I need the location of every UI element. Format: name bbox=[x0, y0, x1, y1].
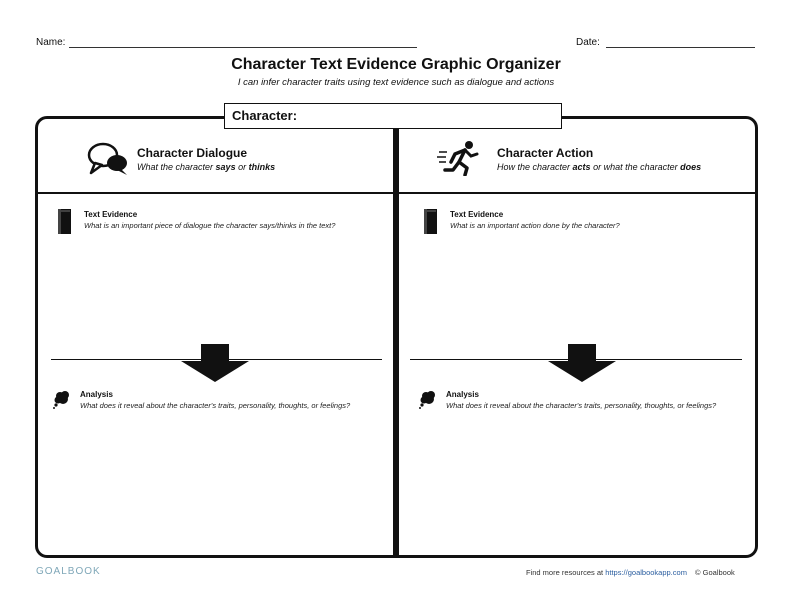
left-analysis-prompt: What does it reveal about the character's traits, personality, thoughts, or feelings? bbox=[80, 401, 351, 410]
right-evidence-answer-area[interactable] bbox=[405, 240, 745, 352]
thought-cloud-icon bbox=[52, 389, 72, 409]
center-divider bbox=[393, 116, 399, 558]
action-title: Character Action bbox=[497, 146, 594, 160]
left-analysis-title: Analysis bbox=[80, 390, 113, 399]
right-evidence-title: Text Evidence bbox=[450, 210, 504, 219]
footer-copyright: © Goalbook bbox=[695, 568, 735, 577]
date-label: Date: bbox=[576, 37, 600, 48]
left-evidence-title: Text Evidence bbox=[84, 210, 138, 219]
left-evidence-prompt: What is an important piece of dialogue the character says/thinks in the text? bbox=[84, 221, 336, 230]
footer-resources: Find more resources at https://goalbookapp.com © Goalbook bbox=[526, 568, 735, 577]
dialogue-subtitle: What the character says or thinks bbox=[137, 162, 276, 172]
dialogue-title: Character Dialogue bbox=[137, 146, 248, 160]
character-field[interactable] bbox=[224, 103, 562, 129]
page-subtitle: I can infer character traits using text evidence such as dialogue and actions bbox=[237, 77, 555, 88]
speech-bubbles-icon bbox=[87, 141, 129, 177]
character-label: Character: bbox=[232, 108, 298, 123]
running-person-icon bbox=[437, 140, 481, 176]
name-field[interactable] bbox=[69, 47, 417, 48]
action-subtitle: How the character acts or what the character does bbox=[497, 162, 702, 172]
left-analysis-answer-area[interactable] bbox=[44, 418, 389, 548]
date-field[interactable] bbox=[606, 47, 755, 48]
header-divider bbox=[38, 192, 755, 194]
goalbook-logo: GOALBOOK bbox=[36, 566, 101, 577]
book-icon bbox=[57, 208, 73, 236]
page-title: Character Text Evidence Graphic Organizer bbox=[231, 56, 561, 73]
down-arrow-icon bbox=[179, 343, 251, 383]
left-evidence-answer-area[interactable] bbox=[44, 240, 389, 352]
down-arrow-icon bbox=[546, 343, 618, 383]
name-label: Name: bbox=[36, 37, 66, 48]
right-evidence-prompt: What is an important action done by the character? bbox=[450, 221, 620, 230]
right-analysis-prompt: What does it reveal about the character's traits, personality, thoughts, or feelings? bbox=[446, 401, 717, 410]
goalbook-link[interactable]: https://goalbookapp.com bbox=[605, 568, 687, 577]
right-analysis-title: Analysis bbox=[446, 390, 479, 399]
right-analysis-answer-area[interactable] bbox=[405, 418, 745, 548]
book-icon bbox=[423, 208, 439, 236]
thought-cloud-icon bbox=[418, 389, 438, 409]
